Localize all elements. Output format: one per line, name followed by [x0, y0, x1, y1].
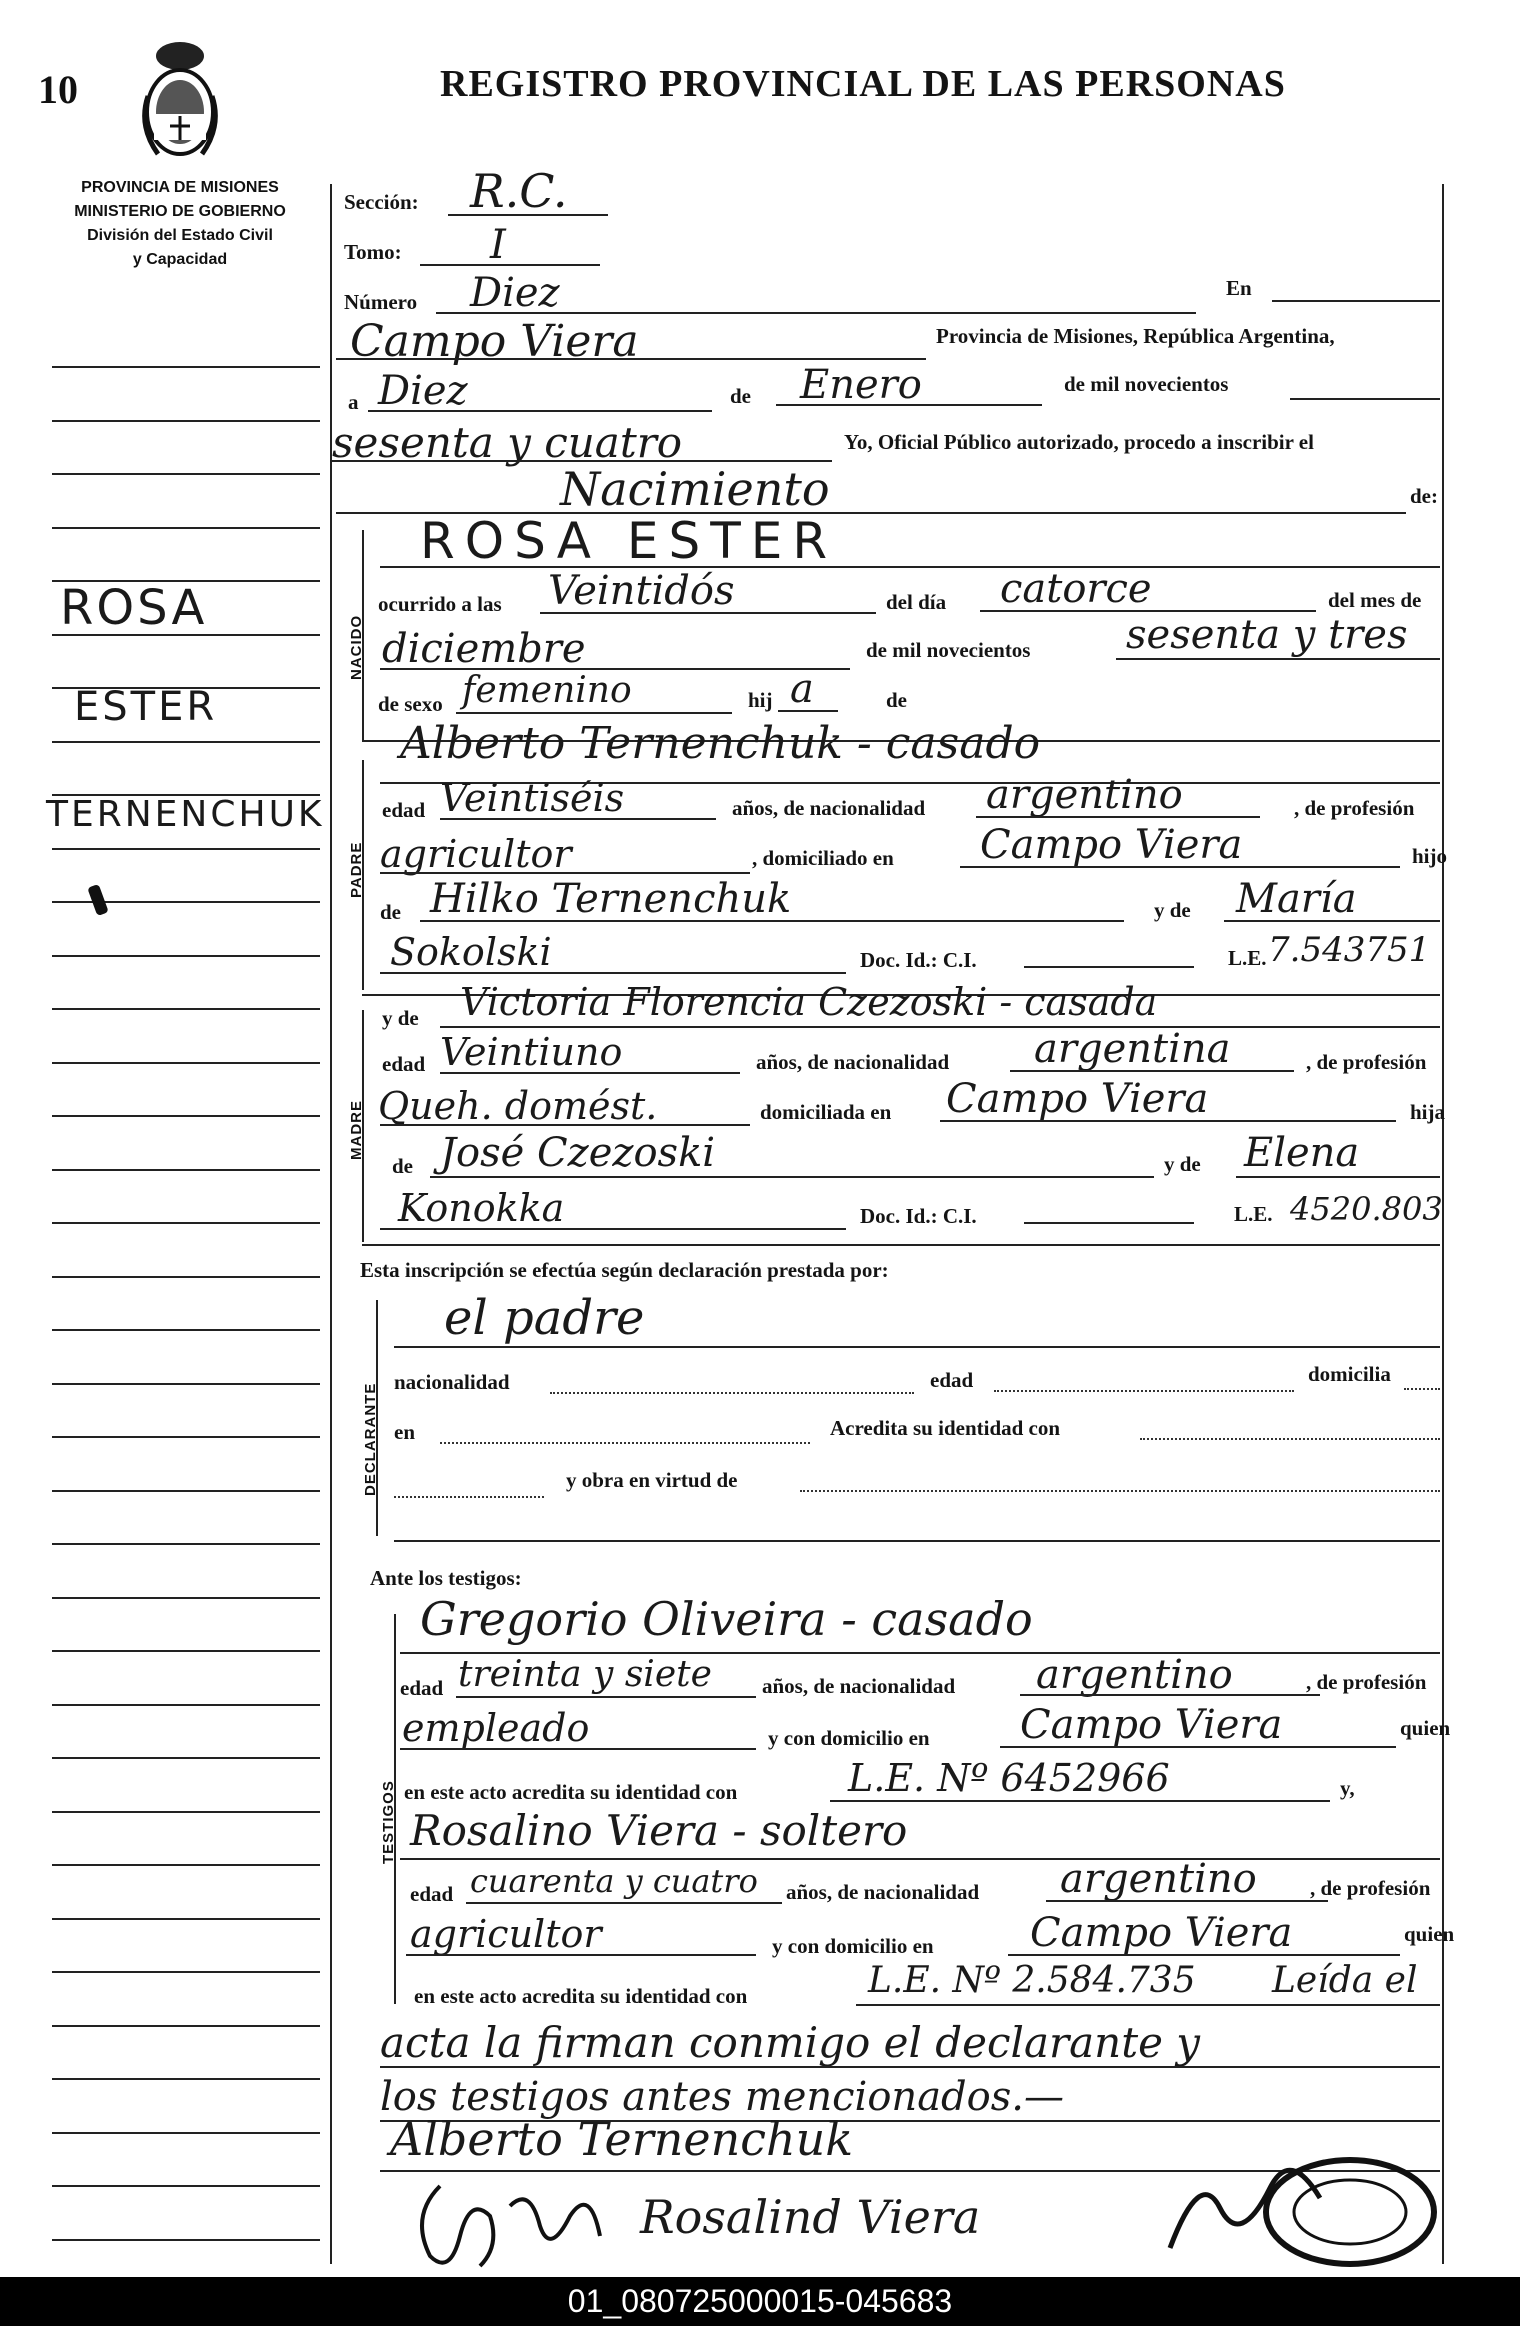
label-padre-anos: años, de nacionalidad	[732, 796, 926, 820]
underline-t1-dom	[1000, 1746, 1396, 1748]
underline-abuela-m1	[1236, 1176, 1440, 1178]
underline-nombre	[380, 566, 1440, 568]
underline-abuelo-p	[420, 920, 1124, 922]
value-cierre-2: acta la firman conmigo el declarante y	[380, 2018, 1201, 2067]
label-madre-dom: domiciliada en	[760, 1100, 892, 1124]
margin-rule-line	[52, 1276, 320, 1278]
side-label-testigos: TESTIGOS	[380, 1780, 397, 1864]
underline-t1-nac	[1020, 1694, 1320, 1696]
underline-t1-doc	[830, 1800, 1330, 1802]
label-t1-quien: quien	[1400, 1716, 1451, 1740]
margin-rule-line	[52, 420, 320, 422]
margin-rule-line	[52, 2185, 320, 2187]
underline-tomo	[420, 264, 600, 266]
value-hora: Veintidós	[548, 568, 735, 614]
underline-mes	[776, 404, 1042, 406]
label-padre-y-de: y de	[1154, 898, 1191, 922]
value-t1-dom: Campo Viera	[1020, 1702, 1283, 1748]
label-madre-de: de	[392, 1154, 413, 1178]
margin-rule-line	[52, 1490, 320, 1492]
margin-rule-line	[52, 1222, 320, 1224]
margin-rule-line	[52, 527, 320, 529]
underline-abuela-m2	[380, 1228, 846, 1230]
underline-madre-edad	[440, 1072, 740, 1074]
underline-en	[1272, 300, 1440, 302]
underline-anio-nac	[1116, 658, 1440, 660]
value-t1-doc: L.E. Nº 6452966	[848, 1756, 1170, 1800]
margin-rule-line	[52, 2078, 320, 2080]
underline-madre-ci	[1024, 1222, 1194, 1224]
underline-madre-dom	[940, 1120, 1396, 1122]
label-padre-dom: , domiciliado en	[752, 846, 894, 870]
label-t1-y: y,	[1340, 1776, 1355, 1800]
underline-abuelo-m	[430, 1176, 1154, 1178]
margin-rule-line	[52, 1008, 320, 1010]
value-lugar: Campo Viera	[350, 316, 639, 367]
value-mes: Enero	[800, 362, 922, 408]
value-t1-edad: treinta y siete	[458, 1654, 712, 1695]
label-dec-domicilia: domicilia	[1308, 1362, 1391, 1386]
value-anio-nac: sesenta y tres	[1126, 612, 1408, 658]
label-a: a	[348, 390, 359, 414]
side-label-nacido: NACIDO	[348, 614, 365, 680]
value-t2-dom: Campo Viera	[1030, 1910, 1293, 1956]
label-ante-testigos: Ante los testigos:	[370, 1566, 522, 1590]
label-provincia: Provincia de Misiones, República Argentina,	[936, 324, 1335, 348]
label-madre-y-de: y de	[382, 1006, 419, 1030]
value-padre-edad: Veintiséis	[440, 776, 625, 820]
label-ocurrido: ocurrido a las	[378, 592, 502, 616]
label-dec-acredita: Acredita su identidad con	[830, 1416, 1061, 1440]
value-t1-nac: argentino	[1036, 1652, 1233, 1698]
margin-rule-line	[52, 473, 320, 475]
label-padre-de: de	[380, 900, 401, 924]
side-label-declarante: DECLARANTE	[362, 1382, 379, 1496]
margin-rule-line	[52, 1864, 320, 1866]
underline-declarante	[394, 1346, 1440, 1348]
value-madre-le: 4520.803	[1290, 1190, 1443, 1228]
margin-rule-line	[52, 1169, 320, 1171]
label-t2-prof: , de profesión	[1310, 1876, 1431, 1900]
value-abuelo-m: José Czezoski	[440, 1130, 716, 1176]
margin-rule-line	[52, 1704, 320, 1706]
value-t2-nac: argentino	[1060, 1856, 1257, 1902]
value-padre-prof: agricultor	[380, 832, 572, 876]
underline-numero	[436, 312, 1196, 314]
underline-t1-prof	[400, 1748, 756, 1750]
margin-rule-line	[52, 2025, 320, 2027]
underline-hora	[540, 612, 876, 614]
margin-rule-line	[52, 1918, 320, 1920]
value-madre-nac: argentina	[1034, 1026, 1231, 1072]
value-abuela-p1: María	[1236, 876, 1357, 922]
label-mil-novecientos: de mil novecientos	[1064, 372, 1229, 396]
underline-padre-nac	[976, 816, 1260, 818]
value-abuela-m1: Elena	[1244, 1130, 1360, 1176]
page-number: 10	[38, 67, 78, 112]
label-t1-dom: y con domicilio en	[768, 1726, 930, 1750]
underline-abuela-p1	[1224, 920, 1440, 922]
value-padre-nac: argentino	[986, 772, 1183, 818]
issuer-ministry: MINISTERIO DE GOBIERNO	[74, 203, 286, 220]
underline-padre-ci	[1024, 966, 1194, 968]
issuer-division: División del Estado Civil	[87, 227, 273, 244]
underline-t2-nac	[1046, 1900, 1328, 1902]
margin-rule-line	[52, 1062, 320, 1064]
underline-padre-dom	[960, 866, 1400, 868]
margin-name-surname: TERNENCHUK	[46, 794, 325, 835]
madre-bottom-line	[362, 1244, 1440, 1246]
blank-dec-nacionalidad	[550, 1392, 914, 1394]
label-t1-anos: años, de nacionalidad	[762, 1674, 956, 1698]
label-madre-anos: años, de nacionalidad	[756, 1050, 950, 1074]
underline-hij	[778, 710, 838, 712]
value-t2-prof: agricultor	[410, 1912, 602, 1956]
margin-rule-line	[52, 1597, 320, 1599]
margin-rule-line	[52, 2132, 320, 2134]
underline-mil	[1290, 398, 1440, 400]
underline-cierre-2	[380, 2066, 1440, 2068]
label-t2-acredita: en este acto acredita su identidad con	[414, 1984, 748, 2008]
coat-of-arms-icon	[134, 36, 226, 168]
label-t2-edad: edad	[410, 1882, 454, 1906]
value-abuela-p2: Sokolski	[390, 930, 552, 974]
value-anio: sesenta y cuatro	[332, 418, 683, 467]
label-madre-le: L.E.	[1234, 1202, 1273, 1226]
underline-t2-dom	[1008, 1954, 1400, 1956]
value-padre-le: 7.543751	[1268, 930, 1431, 970]
label-del-dia: del día	[886, 590, 947, 614]
blank-dec-domicilia	[1404, 1388, 1440, 1390]
margin-rule-line	[52, 1383, 320, 1385]
underline-t1-edad	[456, 1696, 756, 1698]
underline-madre-prof	[380, 1124, 750, 1126]
label-t1-acredita: en este acto acredita su identidad con	[404, 1780, 738, 1804]
value-seccion: R.C.	[470, 164, 568, 218]
value-cierre-3: los testigos antes mencionados.—	[380, 2074, 1064, 2120]
underline-t2-doc	[856, 2004, 1440, 2006]
value-t2-edad: cuarenta y cuatro	[470, 1862, 758, 1900]
side-label-padre: PADRE	[348, 841, 365, 898]
label-en: En	[1226, 276, 1252, 300]
value-dia: Diez	[378, 368, 468, 414]
blank-dec-doc	[394, 1496, 544, 1498]
value-madre-nombre: Victoria Florencia Czezoski - casada	[460, 980, 1158, 1024]
label-hij: hij	[748, 688, 773, 712]
value-acto: Nacimiento	[560, 462, 830, 516]
label-del-mes: del mes de	[1328, 588, 1422, 612]
margin-rule-line	[52, 1436, 320, 1438]
value-padre-dom: Campo Viera	[980, 822, 1243, 868]
value-nombre: ROSA ESTER	[420, 512, 838, 570]
value-declarante: el padre	[444, 1290, 645, 1346]
label-de-colon: de:	[1410, 484, 1438, 508]
margin-rule-line	[52, 1757, 320, 1759]
signature-father: Alberto Ternenchuk	[390, 2112, 854, 2166]
label-seccion: Sección:	[344, 190, 419, 214]
value-tomo: I	[490, 222, 506, 268]
value-sexo: femenino	[462, 670, 632, 711]
margin-rule-line	[52, 848, 320, 850]
margin-name-second: ESTER	[74, 684, 218, 730]
value-cierre-1: Leída el	[1272, 1960, 1418, 2001]
label-sexo: de sexo	[378, 692, 443, 716]
issuer-capacity: y Capacidad	[132, 251, 228, 268]
issuer-block	[40, 176, 320, 272]
margin-name-first: ROSA	[60, 580, 208, 636]
value-madre-edad: Veintiuno	[440, 1030, 623, 1074]
underline-seccion	[448, 214, 608, 216]
label-yo-oficial: Yo, Oficial Público autorizado, procedo a inscribir el	[844, 430, 1314, 454]
label-numero: Número	[344, 290, 418, 314]
underline-t2-edad	[466, 1902, 782, 1904]
underline-dia	[368, 410, 712, 412]
side-label-madre: MADRE	[348, 1100, 365, 1160]
label-tomo: Tomo:	[344, 240, 402, 264]
label-hij-de: de	[886, 688, 907, 712]
margin-rule-line	[52, 741, 320, 743]
value-t1-prof: empleado	[402, 1706, 590, 1750]
label-madre-edad: edad	[382, 1052, 426, 1076]
label-t2-dom: y con domicilio en	[772, 1934, 934, 1958]
declarante-bottom-line	[394, 1540, 1440, 1542]
label-hija: hija	[1410, 1100, 1446, 1124]
underline-padre-edad	[440, 818, 716, 820]
value-abuela-m2: Konokka	[398, 1186, 565, 1230]
value-t2-doc: L.E. Nº 2.584.735	[868, 1960, 1196, 2001]
label-padre-le: L.E.	[1228, 946, 1267, 970]
value-testigo2: Rosalino Viera - soltero	[410, 1806, 908, 1855]
underline-lugar	[336, 358, 926, 360]
label-dec-nacionalidad: nacionalidad	[394, 1370, 510, 1394]
label-t1-edad: edad	[400, 1676, 444, 1700]
label-dec-edad: edad	[930, 1368, 974, 1392]
underline-t2-prof	[406, 1954, 756, 1956]
value-numero: Diez	[470, 270, 560, 316]
signature-witness-icon	[400, 2176, 640, 2276]
underline-sexo	[456, 712, 732, 714]
issuer-province: PROVINCIA DE MISIONES	[81, 179, 279, 196]
value-testigo1: Gregorio Oliveira - casado	[420, 1592, 1033, 1646]
value-dia-nac: catorce	[1000, 566, 1152, 612]
value-mes-nac: diciembre	[382, 626, 586, 672]
underline-testigo2	[400, 1858, 1440, 1860]
margin-rule-line	[52, 1543, 320, 1545]
label-hijo: hijo	[1412, 844, 1448, 868]
margin-rule-line	[52, 366, 320, 368]
margin-rule-line	[52, 1811, 320, 1813]
label-padre-edad: edad	[382, 798, 426, 822]
margin-rule-line	[52, 1650, 320, 1652]
underline-padre-prof	[380, 872, 750, 874]
label-t1-prof: , de profesión	[1306, 1670, 1427, 1694]
underline-madre-nac	[1010, 1070, 1294, 1072]
margin-rule-line	[52, 955, 320, 957]
value-padre-nombre: Alberto Ternenchuk - casado	[400, 718, 1041, 769]
underline-abuela-p2	[380, 972, 846, 974]
label-madre-doc: Doc. Id.: C.I.	[860, 1204, 977, 1228]
blank-dec-edad	[994, 1390, 1294, 1392]
label-t2-anos: años, de nacionalidad	[786, 1880, 980, 1904]
blank-dec-obra	[800, 1490, 1440, 1492]
label-dec-obra: y obra en virtud de	[566, 1468, 738, 1492]
margin-rule-line	[52, 2239, 320, 2241]
label-de: de	[730, 384, 751, 408]
document-title: REGISTRO PROVINCIAL DE LAS PERSONAS	[440, 63, 1286, 105]
signature-witness-2: Rosalind Viera	[640, 2190, 981, 2244]
label-madre-prof: , de profesión	[1306, 1050, 1427, 1074]
value-hij-suffix: a	[790, 666, 814, 712]
label-inscripcion: Esta inscripción se efectúa según declaración prestada por:	[360, 1258, 889, 1282]
value-madre-dom: Campo Viera	[946, 1076, 1209, 1122]
label-de-mil-nov: de mil novecientos	[866, 638, 1031, 662]
label-t2-quien: quien	[1404, 1922, 1455, 1946]
label-madre-y-de-2: y de	[1164, 1152, 1201, 1176]
label-padre-prof: , de profesión	[1294, 796, 1415, 820]
margin-mark	[87, 884, 109, 916]
blank-dec-acredita	[1140, 1438, 1440, 1440]
footer-code: 01_080725000015-045683	[0, 2277, 1520, 2326]
label-padre-doc: Doc. Id.: C.I.	[860, 948, 977, 972]
margin-rule-line	[52, 1329, 320, 1331]
underline-madre-nombre	[440, 1026, 1440, 1028]
value-madre-prof: Queh. domést.	[378, 1084, 658, 1128]
value-abuelo-p: Hilko Ternenchuk	[430, 876, 792, 922]
official-seal-icon	[1160, 2128, 1440, 2272]
blank-dec-en	[440, 1442, 810, 1444]
margin-rule-line	[52, 1115, 320, 1117]
frame-left-line	[330, 184, 332, 2264]
label-dec-en: en	[394, 1420, 415, 1444]
margin-rule-line	[52, 1971, 320, 1973]
